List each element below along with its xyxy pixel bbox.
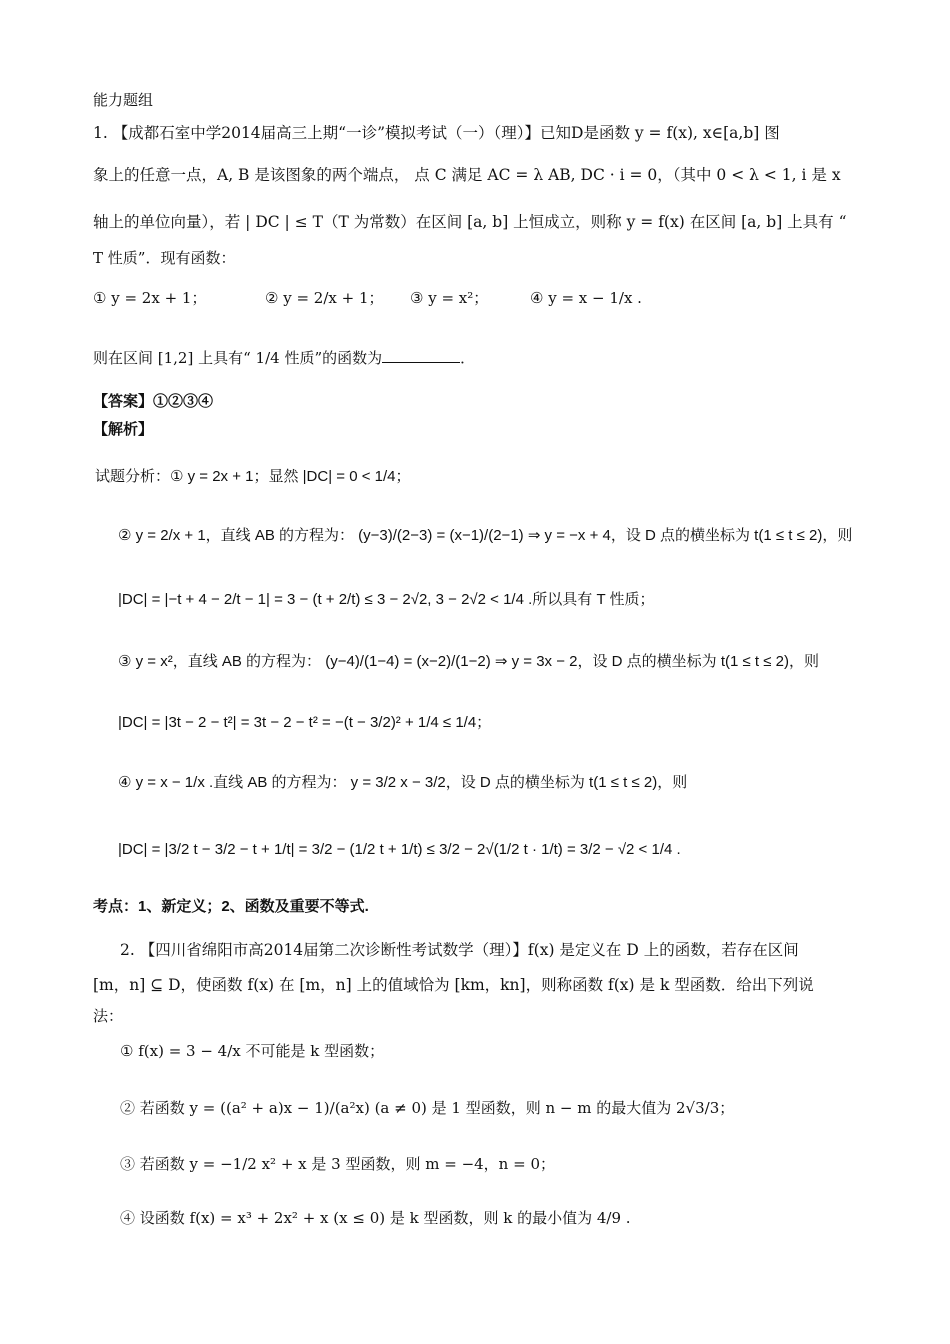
q1-prompt-text: 则在区间 [1,2] 上具有“ 1/4 性质”的函数为 [93,349,383,367]
q1-line-2: 象上的任意一点，A, B 是该图象的两个端点， 点 C 满足 AC = λ AB, DC · i = 0，（其中 0 < λ < 1, i 是 x [93,166,841,184]
q2-item-3: ③ 若函数 y = −1/2 x² + x 是 3 型函数，则 m = −4，n = 0； [120,1155,555,1173]
q2-line-3: 法： [93,1007,124,1025]
analysis-line-5: |DC| = |3t − 2 − t²| = 3t − 2 − t² = −(t − 3/2)² + 1/4 ≤ 1/4； [118,714,492,731]
section-title: 能力题组 [93,91,154,109]
q1-option-2: ② y = 2/x + 1； [265,289,384,307]
analysis-line-4: ③ y = x²，直线 AB 的方程为： (y−4)/(1−4) = (x−2)/(1−2) ⇒ y = 3x − 2，设 D 点的横坐标为 t(1 ≤ t ≤ 2)，则 [118,653,819,670]
q2-line-1: 2. 【四川省绵阳市高2014届第二次诊断性考试数学（理）】f(x) 是定义在 D 上的函数，若存在区间 [120,941,799,959]
analysis-line-6: ④ y = x − 1/x .直线 AB 的方程为： y = 3/2 x − 3/2，设 D 点的横坐标为 t(1 ≤ t ≤ 2)，则 [118,774,688,791]
q2-item-4: ④ 设函数 f(x) = x³ + 2x² + x (x ≤ 0) 是 k 型函数，则 k 的最小值为 4/9 . [120,1209,631,1227]
q1-prompt [93,346,475,370]
analysis-line-1: 试题分析：① y = 2x + 1；显然 |DC| = 0 < 1/4； [95,468,411,485]
q1-option-4: ④ y = x − 1/x . [530,289,642,307]
q2-item-1: ① f(x) = 3 − 4/x 不可能是 k 型函数； [120,1042,385,1060]
q2-line-2: [m，n] ⊆ D，使函数 f(x) 在 [m，n] 上的值域恰为 [km，kn]，则称函数 f(x) 是 k 型函数．给出下列说 [93,976,814,994]
analysis-line-3: |DC| = |−t + 4 − 2/t − 1| = 3 − (t + 2/t) ≤ 3 − 2√2, 3 − 2√2 < 1/4 .所以具有 T 性质； [118,591,655,608]
q1-prompt-end: ． [460,349,476,367]
analysis-line-7: |DC| = |3/2 t − 3/2 − t + 1/t| = 3/2 − (1/2 t + 1/t) ≤ 3/2 − 2√(1/2 t · 1/t) = 3/2 − √2 < 1/4 . [118,841,681,858]
answer-blank [382,346,460,363]
analysis-title: 【解析】 [93,420,154,438]
q1-line-1: 1. 【成都石室中学2014届高三上期“一诊”模拟考试（一）（理）】已知D是函数 y = f(x), x∈[a,b] 图 [93,124,780,142]
q1-option-1: ① y = 2x + 1； [93,289,207,307]
q2-item-2: ② 若函数 y = ((a² + a)x − 1)/(a²x) (a ≠ 0) 是 1 型函数，则 n − m 的最大值为 2√3/3； [120,1099,735,1117]
q1-line-3: 轴上的单位向量），若 | DC | ≤ T（T 为常数）在区间 [a, b] 上恒成立，则称 y = f(x) 在区间 [a, b] 上具有 “ [93,213,847,231]
answer-label: 【答案】①②③④ [93,392,214,410]
q1-line-4: T 性质”．现有函数： [93,249,236,267]
q1-option-3: ③ y = x²； [410,289,489,307]
kaodian-note: 考点：1、新定义；2、函数及重要不等式. [93,898,369,915]
analysis-line-2: ② y = 2/x + 1，直线 AB 的方程为： (y−3)/(2−3) = (x−1)/(2−1) ⇒ y = −x + 4，设 D 点的横坐标为 t(1 ≤ t ≤ 2)，则 [118,527,853,544]
